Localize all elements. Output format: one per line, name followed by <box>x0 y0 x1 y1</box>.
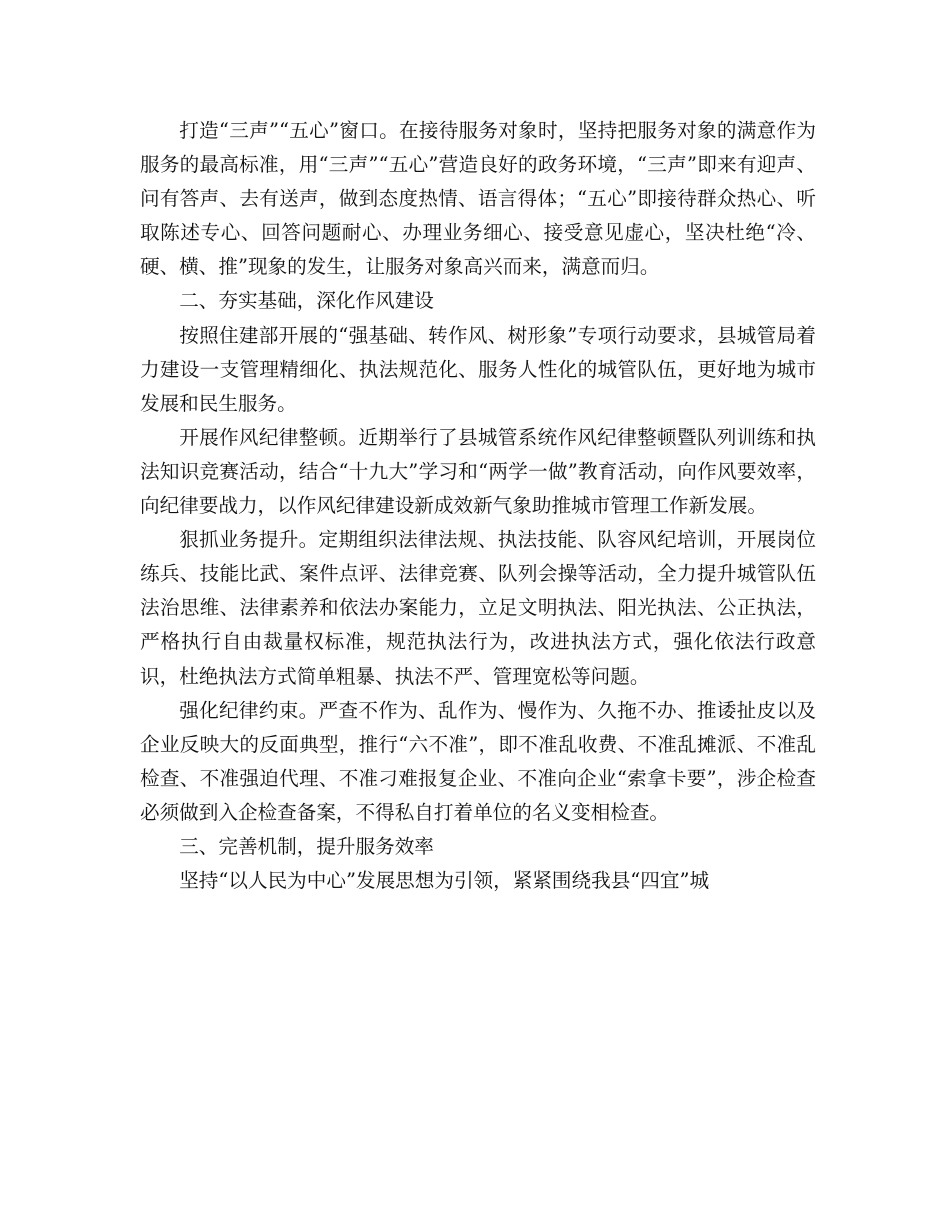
paragraph-business-improvement: 狠抓业务提升。定期组织法律法规、执法技能、队容风纪培训，开展岗位练兵、技能比武、案件点评、法律竞赛、队列会操等活动，全力提升城管队伍法治思维、法律素养和依法办案能力，立足文明执法、阳光执法、公正执法，严格执行自由裁量权标准，规范执法行为，改进执法方式，强化依法行政意识，杜绝执法方式简单粗暴、执法不严、管理宽松等问题。 <box>140 528 816 688</box>
section-heading-3: 三、完善机制，提升服务效率 <box>179 834 434 858</box>
paragraph-discipline-rectification: 开展作风纪律整顿。近期举行了县城管系统作风纪律整顿暨队列训练和执法知识竞赛活动，结合“十九大”学习和“两学一做”教育活动，向作风要效率，向纪律要战力，以作风纪律建设新成效新气象助推城市管理工作新发展。 <box>140 425 816 518</box>
paragraph-discipline-constraint: 强化纪律约束。严查不作为、乱作为、慢作为、久拖不办、推诿扯皮以及企业反映大的反面典型，推行“六不准”，即不准乱收费、不准乱摊派、不准乱检查、不准强迫代理、不准刁难报复企业、不准向企业“索拿卡要”，涉企检查必须做到入企检查备案，不得私自打着单位的名义变相检查。 <box>140 698 816 824</box>
paragraph-people-centered: 坚持“以人民为中心”发展思想为引领，紧紧围绕我县“四宜”城 <box>179 869 710 893</box>
paragraph-housing-ministry: 按照住建部开展的“强基础、转作风、树形象”专项行动要求，县城管局着力建设一支管理精细化、执法规范化、服务人性化的城管队伍，更好地为城市发展和民生服务。 <box>140 323 816 415</box>
document-body <box>140 114 816 898</box>
paragraph-three-five-window: 打造“三声”“五心”窗口。在接待服务对象时，坚持把服务对象的满意作为服务的最高标准，用“三声”“五心”营造良好的政务环境，“三声”即来有迎声、问有答声、去有送声，做到态度热情、语言得体；“五心”即接待群众热心、听取陈述专心、回答问题耐心、办理业务细心、接受意见虚心，坚决杜绝“冷、硬、横、推”现象的发生，让服务对象高兴而来，满意而归。 <box>140 119 816 279</box>
section-heading-2: 二、夯实基础，深化作风建设 <box>179 289 434 313</box>
